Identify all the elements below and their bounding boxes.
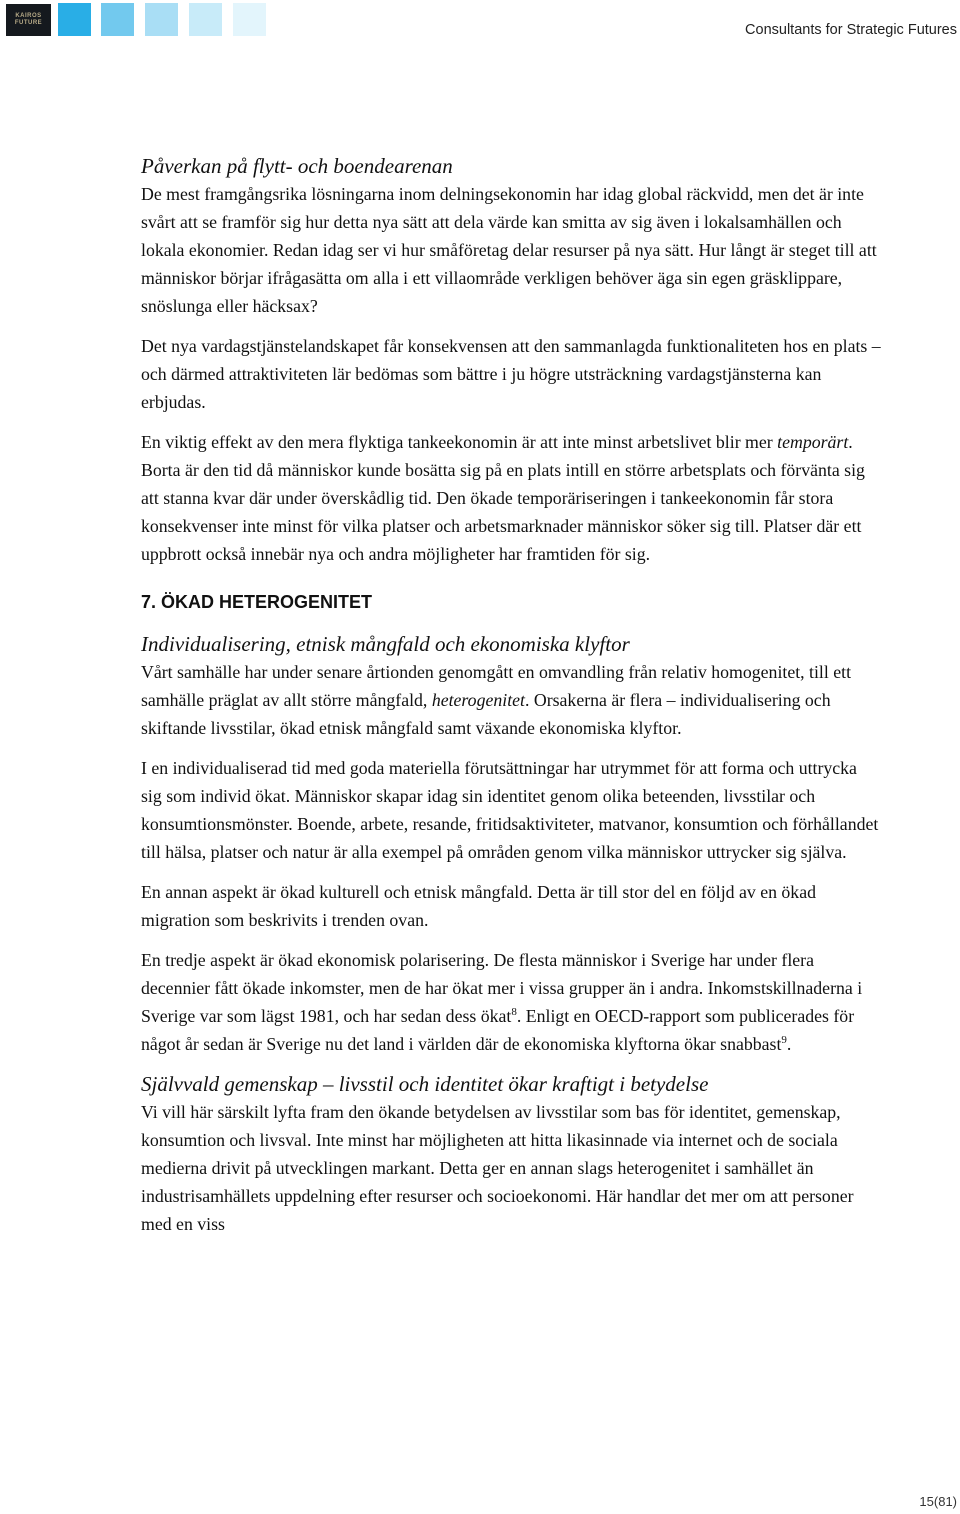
text-run: En viktig effekt av den mera flyktiga tankeekonomin är att inte minst arbetslivet blir mer (141, 432, 778, 452)
page-number: 15(81) (919, 1494, 957, 1509)
paragraph: Det nya vardagstjänstelandskapet får konsekvensen att den sammanlagda funktionaliteten hos en plats – och därmed attraktiviteten lär bedömas som bättre i ju högre utsträckning vardagstjänsterna kan erbjudas. (141, 336, 881, 412)
logo-line1: KAIROS (15, 13, 42, 19)
emphasis: heterogenitet (431, 690, 525, 710)
paragraph (141, 658, 881, 742)
subheading-sjalvvald-gemenskap: Självvald gemenskap – livsstil och identitet ökar kraftigt i betydelse (141, 1072, 709, 1096)
brand-square-2 (101, 3, 134, 36)
text-run: . (786, 1034, 792, 1054)
paragraph: Vi vill här särskilt lyfta fram den ökande betydelsen av livsstilar som bas för identitet, gemenskap, konsumtion och livsval. Inte minst har möjligheten att hitta likasinnade via internet och de sociala medierna drivit på utvecklingen markant. Detta ger en annan slags heterogenitet i samhället än industrisamhällets uppdelning efter resurser och socioekonomi. Här handlar det mer om att personer med en viss (141, 1102, 854, 1234)
brand-square-3 (145, 3, 178, 36)
header-tagline: Consultants for Strategic Futures (745, 22, 957, 38)
emphasis: temporärt (777, 432, 849, 452)
text-run: . Borta är den tid då människor kunde bosätta sig på en plats intill en större arbetsplats och förvänta sig att stanna kvar där under överskådlig tid. Den ökade temporäriseringen i tankeekonomin får stora konsekvenser inte minst för vilka platser och arbetsmarknader människor söker sig till. Platser där ett uppbrott också innebär nya och andra möjligheter har framtiden för sig. (141, 432, 865, 564)
paragraph: En annan aspekt är ökad kulturell och etnisk mångfald. Detta är till stor del en följd av en ökad migration som beskrivits i trenden ovan. (141, 882, 816, 930)
brand-square-5 (233, 3, 266, 36)
section-heading-7: 7. ÖKAD HETEROGENITET (141, 592, 373, 612)
page-header (0, 0, 960, 44)
subheading-flytt-boende: Påverkan på flytt- och boendearenan (141, 154, 453, 178)
subheading-individualisering: Individualisering, etnisk mångfald och ekonomiska klyftor (141, 632, 630, 656)
paragraph (141, 428, 881, 568)
document-body (141, 152, 881, 1250)
brand-square-1 (58, 3, 91, 36)
footnote-ref-9[interactable]: 9 (781, 1034, 787, 1047)
text-run: Vårt samhälle har under senare årtionden genomgått en omvandling från relativ homogenitet, till ett samhälle präglat av allt större mångfald, (141, 662, 852, 710)
paragraph: I en individualiserad tid med goda materiella förutsättningar har utrymmet för att forma och uttrycka sig som individ ökat. Människor skapar idag sin identitet genom olika beteenden, livsstilar och konsumtionsmönster. Boende, arbete, resande, fritidsaktiviteter, matvanor, konsumtion och förhållandet till hälsa, platser och natur är alla exempel på områden genom vilka människor uttrycker sig själva. (141, 758, 879, 862)
logo-line2: FUTURE (14, 20, 43, 26)
kairos-future-logo (6, 4, 51, 36)
footnote-ref-8[interactable]: 8 (511, 1006, 517, 1019)
brand-square-4 (189, 3, 222, 36)
text-run: . Orsakerna är flera – individualisering och skiftande livsstilar, ökad etnisk mångfald samt växande ekonomiska klyftor. (141, 690, 831, 738)
text-run: En tredje aspekt är ökad ekonomisk polarisering. De flesta människor i Sverige har under flera decennier fått ökade inkomster, men de har ökat mer i vissa grupper än i andra. Inkomstskillnaderna i Sverige var som lägst 1981, och har sedan dess ökat (141, 950, 863, 1026)
text-run: . Enligt en OECD-rapport som publicerades för något år sedan är Sverige nu det land i världen där de ekonomiska klyftorna ökar snabbast (141, 1006, 855, 1054)
paragraph: De mest framgångsrika lösningarna inom delningsekonomin har idag global räckvidd, men det är inte svårt att se framför sig hur detta nya sätt att dela värde kan smitta av sig även i lokalsamhällen och lokala ekonomier. Redan idag ser vi hur småföretag delar resurser på nya sätt. Hur långt är steget till att människor börjar ifrågasätta om alla i ett villaområde verkligen behöver äga sin egen gräsklippare, snöslunga eller häcksax? (141, 184, 877, 316)
paragraph (141, 946, 881, 1058)
